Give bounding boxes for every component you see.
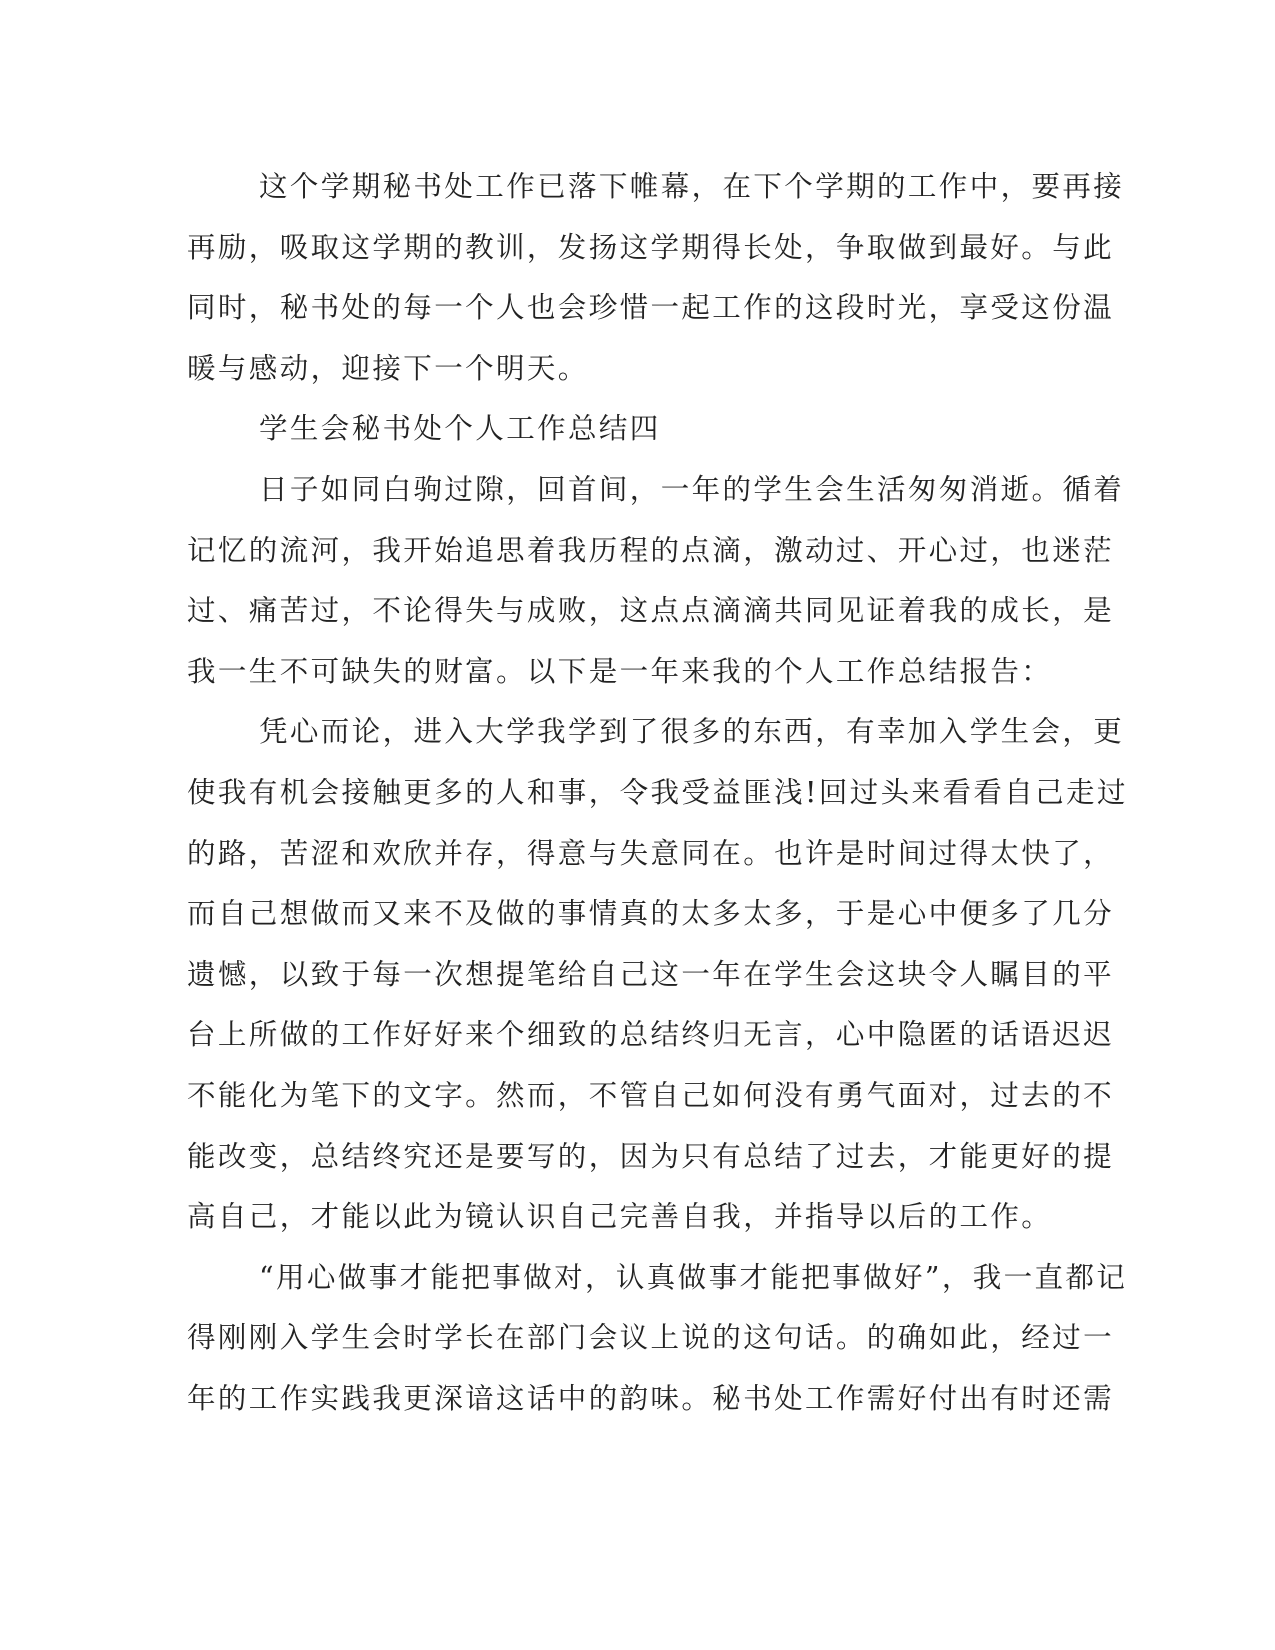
- text-line: 年的工作实践我更深谙这话中的韵味。秘书处工作需好付出有时还需: [187, 1381, 1115, 1415]
- text-line: 我一生不可缺失的财富。以下是一年来我的个人工作总结报告：: [187, 654, 1053, 688]
- text-line: 能改变，总结终究还是要写的，因为只有总结了过去，才能更好的提: [187, 1139, 1115, 1173]
- text-line: 同时，秘书处的每一个人也会珍惜一起工作的这段时光，享受这份温: [187, 291, 1115, 325]
- text-line: 得刚刚入学生会时学长在部门会议上说的这句话。的确如此，经过一: [187, 1321, 1115, 1355]
- text-line: “用心做事才能把事做对，认真做事才能把事做好”，我一直都记: [259, 1260, 1128, 1294]
- text-line: 不能化为笔下的文字。然而，不管自己如何没有勇气面对，过去的不: [187, 1078, 1115, 1112]
- document-body: [187, 157, 1128, 1429]
- text-line: 凭心而论，进入大学我学到了很多的东西，有幸加入学生会，更: [259, 715, 1125, 749]
- text-line: 过、痛苦过，不论得失与成败，这点点滴滴共同见证着我的成长，是: [187, 594, 1115, 628]
- text-line: 台上所做的工作好好来个细致的总结终归无言，心中隐匿的话语迟迟: [187, 1018, 1115, 1052]
- text-line: 记忆的流河，我开始追思着我历程的点滴，激动过、开心过，也迷茫: [187, 533, 1115, 567]
- text-line: 使我有机会接触更多的人和事，令我受益匪浅!回过头来看看自己走过: [187, 775, 1128, 809]
- text-line: 再励，吸取这学期的教训，发扬这学期得长处，争取做到最好。与此: [187, 230, 1115, 264]
- text-line: 这个学期秘书处工作已落下帷幕，在下个学期的工作中，要再接: [259, 170, 1125, 203]
- text-line: 而自己想做而又来不及做的事情真的太多太多，于是心中便多了几分: [187, 897, 1115, 931]
- section-heading: 学生会秘书处个人工作总结四: [259, 412, 661, 446]
- text-line: 高自己，才能以此为镜认识自己完善自我，并指导以后的工作。: [187, 1200, 1053, 1234]
- text-line: 的路，苦涩和欢欣并存，得意与失意同在。也许是时间过得太快了，: [187, 836, 1115, 870]
- text-line: 遗憾，以致于每一次想提笔给自己这一年在学生会这块令人瞩目的平: [187, 957, 1115, 991]
- text-line: 暖与感动，迎接下一个明天。: [187, 351, 589, 385]
- text-line: 日子如同白驹过隙，回首间，一年的学生会生活匆匆消逝。循着: [259, 472, 1125, 506]
